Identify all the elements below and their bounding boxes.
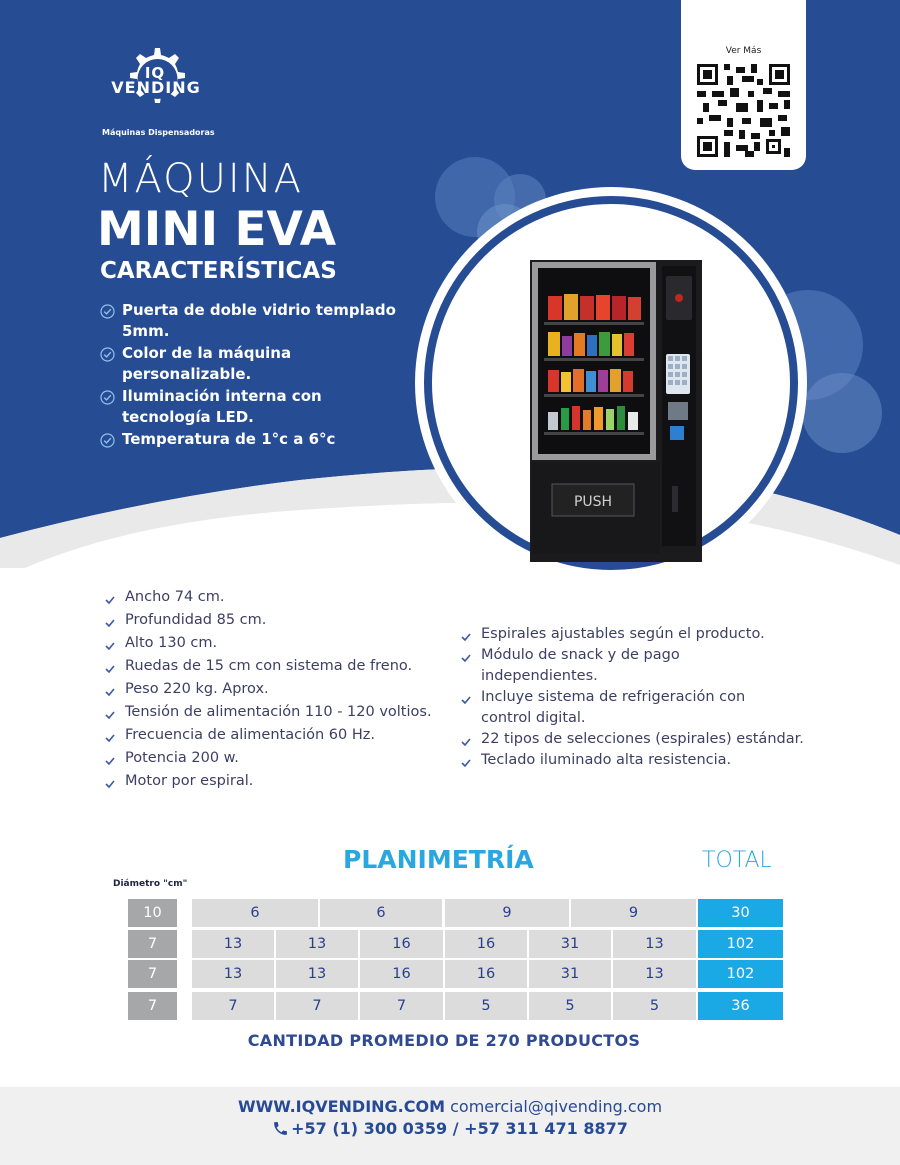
iq-vending-logo xyxy=(100,44,215,144)
table-cell: 16 xyxy=(360,960,443,988)
table-cell: 31 xyxy=(529,960,611,988)
diameter-cell: 7 xyxy=(128,992,177,1020)
spec-item xyxy=(104,633,432,654)
feature-item xyxy=(100,429,400,450)
spec-item xyxy=(104,610,432,631)
table-cell: 16 xyxy=(360,930,443,958)
spec-item xyxy=(104,656,432,677)
qr-code-icon[interactable] xyxy=(697,64,790,157)
check-icon xyxy=(105,780,115,788)
diameter-label: Diámetro "cm" xyxy=(113,879,188,889)
qr-label: Ver Más xyxy=(725,46,762,56)
spec-text: Espirales ajustables según el producto. xyxy=(481,626,765,642)
spec-text: Teclado iluminado alta resistencia. xyxy=(481,752,732,768)
spec-item-continuation xyxy=(460,666,804,687)
spec-text: Alto 130 cm. xyxy=(125,635,218,651)
check-icon xyxy=(105,734,115,742)
check-icon xyxy=(105,642,115,650)
spec-item-continuation xyxy=(460,708,804,729)
table-cell: 16 xyxy=(445,960,527,988)
spec-text: Motor por espiral. xyxy=(125,773,254,789)
footer-phone-line xyxy=(0,1119,900,1138)
feature-text: Iluminación interna con tecnología LED. xyxy=(122,387,322,426)
phone-icon xyxy=(272,1120,289,1137)
check-icon xyxy=(105,596,115,604)
diameter-cell: 7 xyxy=(128,930,177,958)
spec-item xyxy=(104,587,432,608)
website-link[interactable]: WWW.IQVENDING.COM xyxy=(237,1097,446,1116)
check-icon xyxy=(105,757,115,765)
title-model: MINI EVA xyxy=(97,202,337,257)
spec-text: Tensión de alimentación 110 - 120 voltios. xyxy=(125,704,432,720)
check-circle-icon xyxy=(100,390,115,405)
table-cell: 9 xyxy=(571,899,696,927)
feature-item xyxy=(100,300,400,342)
qr-card[interactable] xyxy=(681,0,806,170)
table-cell: 13 xyxy=(276,960,358,988)
spec-text: Profundidad 85 cm. xyxy=(125,612,267,628)
check-icon xyxy=(461,633,471,641)
phone-numbers[interactable]: +57 (1) 300 0359 / +57 311 471 8877 xyxy=(291,1119,628,1138)
spec-item xyxy=(104,679,432,700)
table-cell: 31 xyxy=(529,930,611,958)
spec-item xyxy=(104,748,432,769)
spec-item xyxy=(104,725,432,746)
check-icon xyxy=(105,619,115,627)
features-list xyxy=(100,300,400,451)
feature-item xyxy=(100,343,400,385)
spec-text: Peso 220 kg. Aprox. xyxy=(125,681,269,697)
table-cell: 6 xyxy=(192,899,318,927)
table-cell: 9 xyxy=(445,899,569,927)
table-cell: 13 xyxy=(276,930,358,958)
spec-item xyxy=(460,645,804,666)
spec-text: Frecuencia de alimentación 60 Hz. xyxy=(125,727,375,743)
total-cell: 36 xyxy=(698,992,783,1020)
spec-item xyxy=(460,729,804,750)
average-value: 270 PRODUCTOS xyxy=(485,1031,641,1050)
logo-line-2: VENDING xyxy=(111,78,201,97)
total-cell: 30 xyxy=(698,899,783,927)
specs-list-left xyxy=(104,587,432,794)
check-circle-icon xyxy=(100,347,115,362)
logo-line-1: IQ xyxy=(144,64,166,82)
push-label: PUSH xyxy=(573,494,613,510)
table-cell: 7 xyxy=(276,992,358,1020)
title-caracteristicas: CARACTERÍSTICAS xyxy=(100,258,337,284)
table-cell: 7 xyxy=(192,992,274,1020)
table-cell: 7 xyxy=(360,992,443,1020)
average-prefix: CANTIDAD PROMEDIO DE xyxy=(247,1031,486,1050)
footer-contact-line xyxy=(0,1097,900,1116)
footer xyxy=(0,1087,900,1165)
feature-text: Color de la máquina personalizable. xyxy=(122,344,292,383)
spec-item xyxy=(460,624,804,645)
diameter-cell: 10 xyxy=(128,899,177,927)
average-products xyxy=(0,1031,888,1050)
check-icon xyxy=(461,696,471,704)
feature-text: Puerta de doble vidrio templado 5mm. xyxy=(122,301,396,340)
table-cell: 5 xyxy=(613,992,696,1020)
spec-item xyxy=(460,750,804,771)
table-cell: 13 xyxy=(192,960,274,988)
spec-text: Ancho 74 cm. xyxy=(125,589,225,605)
table-cell: 13 xyxy=(613,930,696,958)
spec-text: Incluye sistema de refrigeración con xyxy=(481,689,746,705)
table-cell: 13 xyxy=(192,930,274,958)
total-cell: 102 xyxy=(698,930,783,958)
check-icon xyxy=(105,711,115,719)
check-icon xyxy=(461,654,471,662)
total-header: TOTAL xyxy=(702,848,772,873)
spec-text: independientes. xyxy=(481,668,598,684)
table-cell: 13 xyxy=(613,960,696,988)
table-cell: 5 xyxy=(529,992,611,1020)
check-circle-icon xyxy=(100,304,115,319)
spec-item xyxy=(104,771,432,792)
table-cell: 6 xyxy=(320,899,442,927)
check-icon xyxy=(461,738,471,746)
check-icon xyxy=(461,759,471,767)
table-cell: 5 xyxy=(445,992,527,1020)
spec-text: 22 tipos de selecciones (espirales) estándar. xyxy=(481,731,804,747)
diameter-cell: 7 xyxy=(128,960,177,988)
title-maquina: MÁQUINA xyxy=(98,156,304,202)
table-cell: 16 xyxy=(445,930,527,958)
spec-text: Módulo de snack y de pago xyxy=(481,647,680,663)
spec-text: Potencia 200 w. xyxy=(125,750,239,766)
logo-tagline: Máquinas Dispensadoras xyxy=(102,128,215,137)
check-icon xyxy=(105,688,115,696)
spec-item xyxy=(460,687,804,708)
spec-text: Ruedas de 15 cm con sistema de freno. xyxy=(125,658,413,674)
vending-machine-image xyxy=(414,186,808,580)
feature-text: Temperatura de 1°c a 6°c xyxy=(122,430,336,448)
email-link[interactable]: comercial@qivending.com xyxy=(450,1097,663,1116)
planimetria-title: PLANIMETRÍA xyxy=(343,845,534,874)
check-icon xyxy=(105,665,115,673)
specs-list-right xyxy=(460,624,804,771)
total-cell: 102 xyxy=(698,960,783,988)
check-circle-icon xyxy=(100,433,115,448)
spec-text: control digital. xyxy=(481,710,586,726)
spec-item xyxy=(104,702,432,723)
feature-item xyxy=(100,386,400,428)
